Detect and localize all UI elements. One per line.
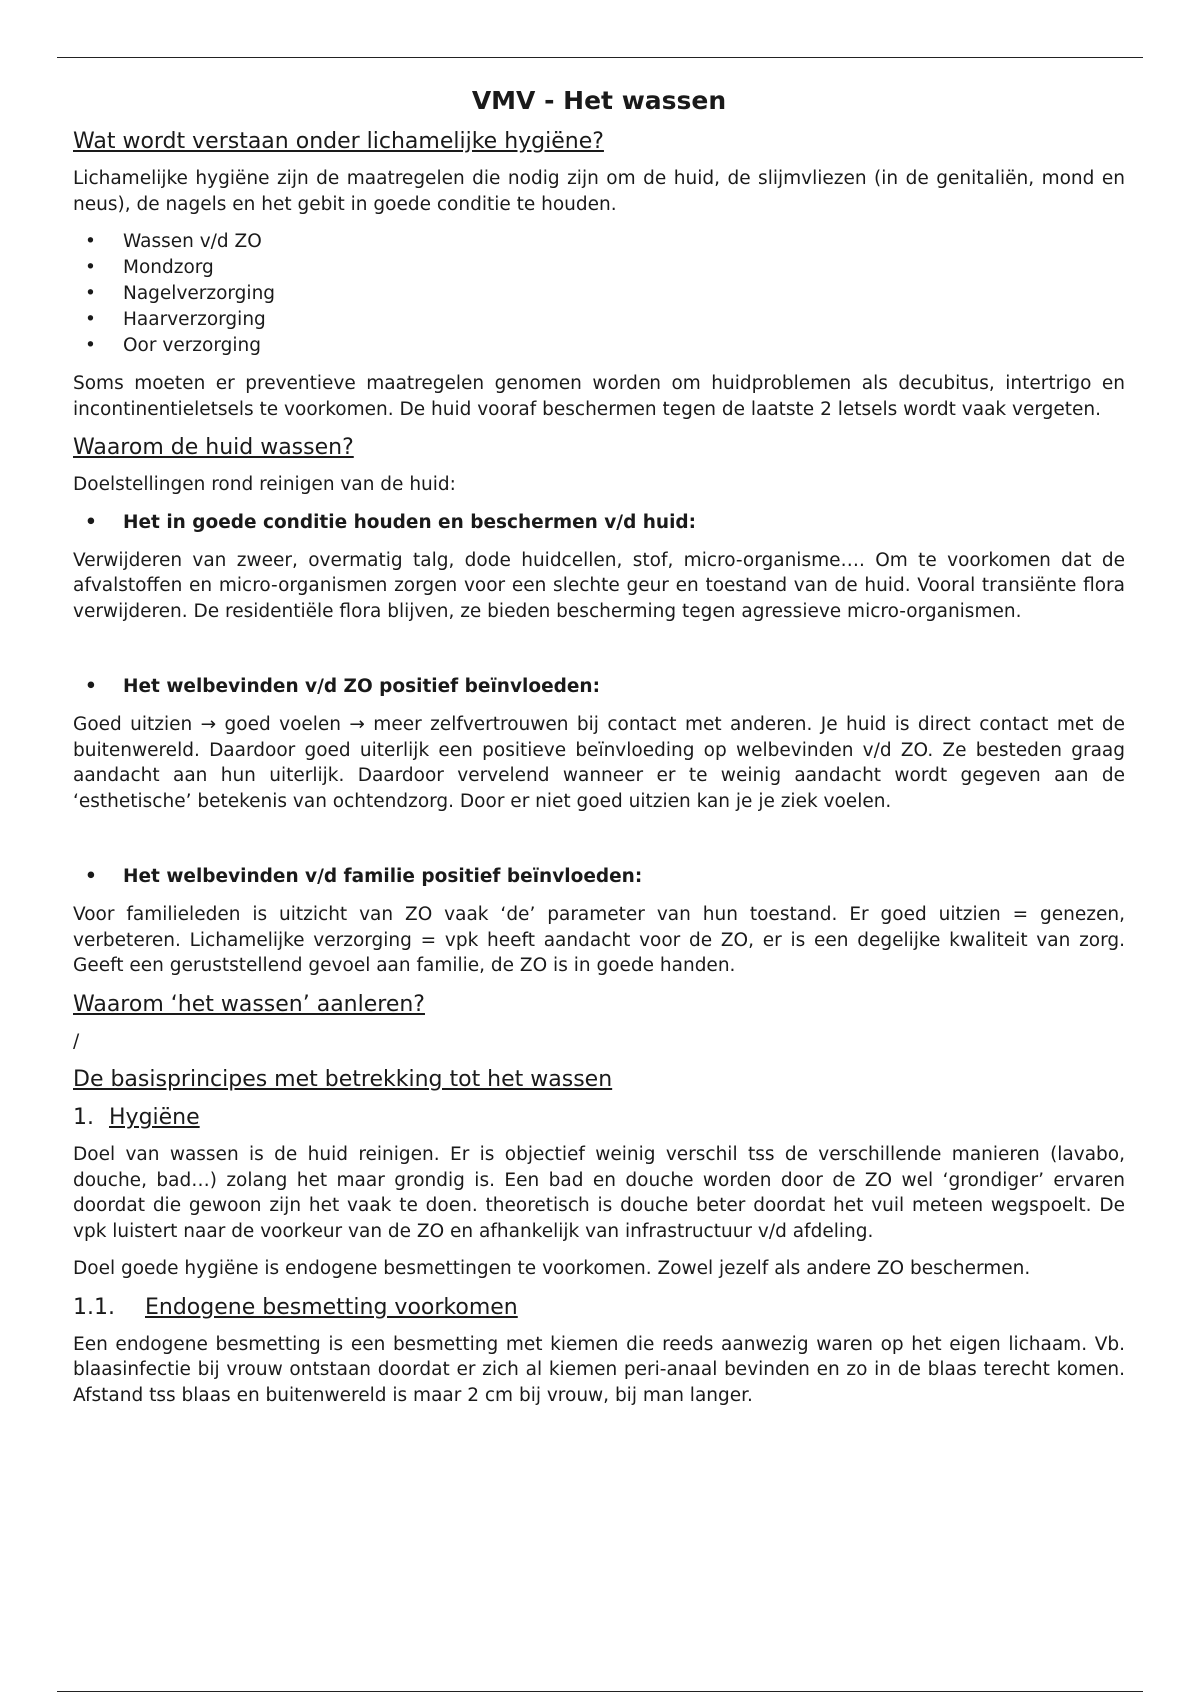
heading-why-wash: Waarom de huid wassen? — [73, 435, 354, 460]
document-title: VMV - Het wassen — [471, 86, 727, 115]
bold-bullet: • Het welbevinden v/d familie positief beïnvloeden: — [73, 864, 1125, 890]
paragraph: / — [73, 1030, 80, 1052]
paragraph: Doelstellingen rond reinigen van de huid: — [73, 474, 456, 495]
section-number: 1.1. — [73, 1294, 115, 1320]
document-page — [73, 84, 1125, 1420]
list-item: • Nagelverzorging — [73, 281, 1125, 307]
list-item: • Mondzorg — [73, 255, 1125, 281]
header-rule — [57, 57, 1143, 58]
section-number: 1. — [73, 1105, 94, 1130]
bold-bullet: • Het welbevinden v/d ZO positief beïnvloeden: — [73, 674, 1125, 700]
list-item: • Oor verzorging — [73, 333, 1125, 359]
paragraph: Lichamelijke hygiëne zijn de maatregelen die nodig zijn om de huid, de slijmvliezen (in de genitaliën, mond en neus), de nagels en het gebit in goede conditie te houden. — [73, 168, 1125, 215]
heading-hygiene: Wat wordt verstaan onder lichamelijke hygiëne? — [73, 129, 604, 154]
subheading-hygiene — [73, 1104, 1125, 1132]
subheading-text: Hygiëne — [109, 1105, 200, 1130]
paragraph: Voor familieleden is uitzicht van ZO vaak ‘de’ parameter van hun toestand. Er goed uitzien = genezen, verbeteren. Lichamelijke verzorging = vpk heeft aandacht voor de ZO, er is een degelijke kwaliteit van zorg. Geeft een geruststellend gevoel aan familie, de ZO is in goede handen. — [73, 904, 1125, 976]
paragraph: Doel van wassen is de huid reinigen. Er is objectief weinig verschil tss de verschillende manieren (lavabo, douche, bad…) zolang het maar grondig is. Een bad en douche worden door de ZO wel ‘grondiger’ ervaren doordat die gewoon zijn het vaak te doen. theoretisch is douche beter doordat het vuil meteen wegspoelt. De vpk luistert naar de voorkeur van de ZO en afhankelijk van infrastructuur v/d afdeling. — [73, 1144, 1125, 1242]
paragraph: Soms moeten er preventieve maatregelen genomen worden om huidproblemen als decubitus, intertrigo en incontinentieletsels te voorkomen. De huid vooraf beschermen tegen de laatste 2 letsels wordt vaak vergeten. — [73, 373, 1125, 420]
list-item: • Haarverzorging — [73, 307, 1125, 333]
bold-bullet: • Het in goede conditie houden en beschermen v/d huid: — [73, 510, 1125, 536]
paragraph: Doel goede hygiëne is endogene besmettingen te voorkomen. Zowel jezelf als andere ZO beschermen. — [73, 1258, 1031, 1279]
heading-basic-principles: De basisprincipes met betrekking tot het wassen — [73, 1067, 613, 1092]
heading-why-learn: Waarom ‘het wassen’ aanleren? — [73, 991, 425, 1017]
subheading-text: Endogene besmetting voorkomen — [145, 1294, 518, 1320]
list-item: • Wassen v/d ZO — [73, 229, 1125, 255]
subheading-endogenous — [73, 1294, 1125, 1322]
footer-rule — [57, 1691, 1143, 1692]
hygiene-list — [73, 229, 1125, 359]
paragraph: Verwijderen van zweer, overmatig talg, dode huidcellen, stof, micro-organisme…. Om te voorkomen dat de afvalstoffen en micro-organismen zorgen voor een slechte geur en toestand van de huid. Vooral transiënte flora verwijderen. De residentiële flora blijven, ze bieden bescherming tegen agressieve micro-organismen. — [73, 549, 1125, 622]
paragraph: Een endogene besmetting is een besmetting met kiemen die reeds aanwezig waren op het eigen lichaam. Vb. blaasinfectie bij vrouw ontstaan doordat er zich al kiemen peri-anaal bevinden en zo in de blaas terecht komen. Afstand tss blaas en buitenwereld is maar 2 cm bij vrouw, bij man langer. — [73, 1333, 1125, 1406]
paragraph: Goed uitzien → goed voelen → meer zelfvertrouwen bij contact met anderen. Je huid is direct contact met de buitenwereld. Daardoor goed uiterlijk een positieve beïnvloeding op welbevinden v/d ZO. Ze besteden graag aandacht aan hun uiterlijk. Daardoor vervelend wanneer er te weinig aandacht wordt gegeven aan de ‘esthetische’ betekenis van ochtendzorg. Door er niet goed uitzien kan je je ziek voelen. — [73, 714, 1125, 812]
